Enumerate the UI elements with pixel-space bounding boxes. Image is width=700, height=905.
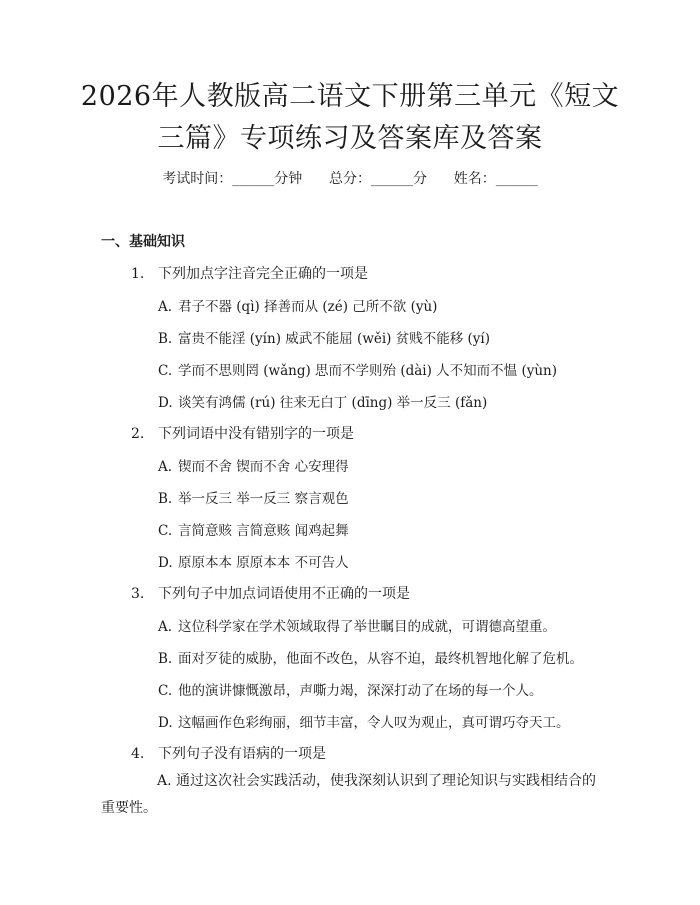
option-1d: D. 谈笑有鸿儒 (rú) 往来无白丁 (dīng) 举一反三 (fǎn): [158, 395, 488, 411]
question-2: [131, 423, 354, 443]
title-line-1: 2026年人教版高二语文下册第三单元《短文: [80, 81, 620, 112]
option-2b: B. 举一反三 举一反三 察言观色: [158, 491, 349, 507]
option-3a: A. 这位科学家在学术领域取得了举世瞩目的成就，可谓德高望重。: [158, 619, 556, 635]
option-1a: A. 君子不器 (qì) 择善而从 (zé) 己所不欲 (yù): [158, 299, 438, 315]
title-line-2: 三篇》专项练习及答案库及答案: [157, 123, 543, 154]
option-3b: B. 面对歹徒的威胁，他面不改色，从容不迫，最终机智地化解了危机。: [158, 651, 583, 667]
exam-meta: [0, 168, 700, 188]
option-1b: B. 富贵不能淫 (yín) 威武不能屈 (wěi) 贫贱不能移 (yí): [158, 331, 491, 347]
question-4: [131, 743, 326, 763]
total-score-field: 总分：______分: [329, 171, 427, 187]
question-3: [131, 583, 410, 603]
option-4a: A. 通过这次社会实践活动，使我深刻认识到了理论知识与实践相结合的重要性。: [101, 773, 597, 816]
question-text: 下列句子中加点词语使用不正确的一项是: [158, 586, 410, 602]
question-text: 下列词语中没有错别字的一项是: [158, 426, 354, 442]
question-number: 1.: [131, 266, 145, 282]
option-2d: D. 原原本本 原原本本 不可告人: [158, 555, 349, 571]
option-1c: C. 学而不思则罔 (wǎng) 思而不学则殆 (dài) 人不知而不愠 (yùn): [158, 363, 558, 379]
document-title: [60, 76, 640, 160]
question-number: 3.: [131, 586, 145, 602]
option-3c: C. 他的演讲慷慨激昂，声嘶力竭，深深打动了在场的每一个人。: [158, 683, 543, 699]
name-field: 姓名：______: [453, 171, 538, 187]
option-3d: D. 这幅画作色彩绚丽，细节丰富，令人叹为观止，真可谓巧夺天工。: [158, 715, 570, 731]
section-heading: 一、基础知识: [101, 234, 185, 250]
exam-time-field: 考试时间：______分钟: [162, 171, 303, 187]
question-number: 2.: [131, 426, 145, 442]
question-text: 下列加点字注音完全正确的一项是: [158, 266, 368, 282]
question-number: 4.: [131, 746, 145, 762]
question-1: [131, 263, 368, 283]
question-text: 下列句子没有语病的一项是: [158, 746, 326, 762]
option-2a: A. 锲而不舍 锲而不舍 心安理得: [158, 459, 349, 475]
option-2c: C. 言简意赅 言简意赅 闻鸡起舞: [158, 523, 349, 539]
